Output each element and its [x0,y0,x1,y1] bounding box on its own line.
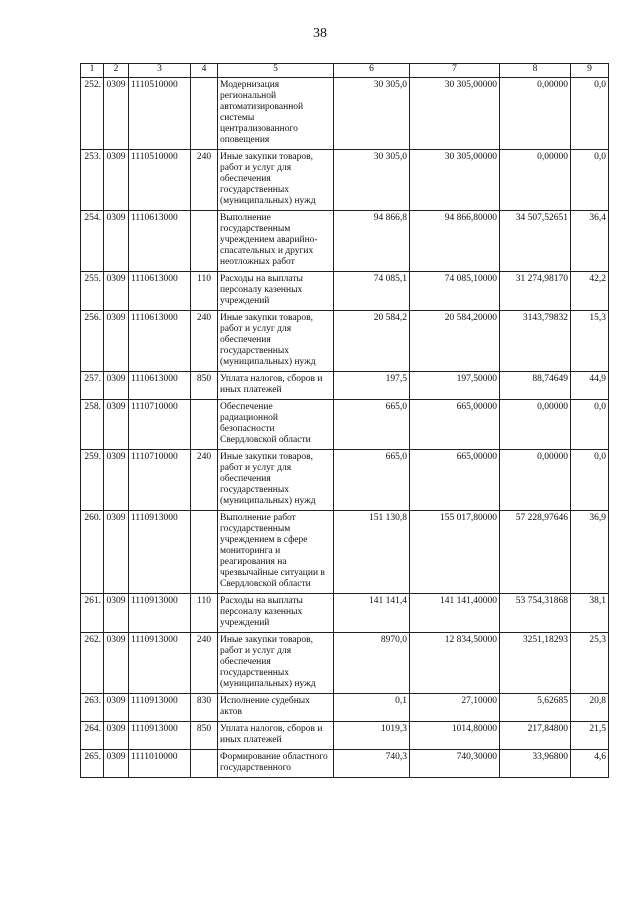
execution-percent: 15,3 [571,311,609,372]
expense-name: Формирование областного государственного [218,750,334,778]
row-number: 259. [81,450,104,511]
execution-percent: 0,0 [571,150,609,211]
header-col-1: 1 [81,64,104,78]
row-number: 254. [81,211,104,272]
execution-percent: 42,2 [571,272,609,311]
expense-type-code: 240 [191,450,218,511]
execution-percent: 20,8 [571,694,609,722]
expense-type-code [191,511,218,594]
expense-type-code [191,400,218,450]
executed-amount: 217,84800 [500,722,571,750]
section-code: 0309 [104,750,129,778]
target-article-code: 1110613000 [129,211,191,272]
header-col-5: 5 [218,64,334,78]
approved-amount: 8970,0 [334,633,410,694]
table-row [81,722,609,750]
table-body [81,78,609,778]
expense-name: Обеспечение радиационной безопасности Свердловской области [218,400,334,450]
target-article-code: 1110510000 [129,78,191,150]
budget-allocation: 155 017,80000 [410,511,500,594]
expense-name: Иные закупки товаров, работ и услуг для обеспечения государственных (муниципальных) нужд [218,450,334,511]
table-row [81,400,609,450]
budget-allocation: 20 584,20000 [410,311,500,372]
target-article-code: 1110913000 [129,633,191,694]
section-code: 0309 [104,511,129,594]
budget-allocation: 141 141,40000 [410,594,500,633]
budget-allocation: 27,10000 [410,694,500,722]
target-article-code: 1110613000 [129,372,191,400]
executed-amount: 53 754,31868 [500,594,571,633]
table-row [81,211,609,272]
expense-name: Выполнение государственным учреждением аварийно-спасательных и других неотложных работ [218,211,334,272]
expense-name: Иные закупки товаров, работ и услуг для обеспечения государственных (муниципальных) нужд [218,633,334,694]
expense-type-code: 240 [191,633,218,694]
section-code: 0309 [104,400,129,450]
target-article-code: 1110913000 [129,511,191,594]
table-row [81,694,609,722]
execution-percent: 21,5 [571,722,609,750]
execution-percent: 0,0 [571,450,609,511]
expense-name: Исполнение судебных актов [218,694,334,722]
budget-allocation: 94 866,80000 [410,211,500,272]
expense-type-code: 850 [191,372,218,400]
row-number: 261. [81,594,104,633]
expense-type-code [191,750,218,778]
section-code: 0309 [104,594,129,633]
table-row [81,311,609,372]
budget-allocation: 665,00000 [410,450,500,511]
expense-type-code: 240 [191,311,218,372]
expense-name: Модернизация региональной автоматизированной системы централизованного оповещения [218,78,334,150]
page-number: 38 [313,26,327,41]
expense-name: Иные закупки товаров, работ и услуг для обеспечения государственных (муниципальных) нужд [218,150,334,211]
header-col-2: 2 [104,64,129,78]
executed-amount: 0,00000 [500,400,571,450]
table-row [81,150,609,211]
execution-percent: 25,3 [571,633,609,694]
table-row [81,594,609,633]
table-row [81,78,609,150]
expense-type-code: 240 [191,150,218,211]
table-row [81,511,609,594]
budget-allocation: 74 085,10000 [410,272,500,311]
target-article-code: 1110913000 [129,594,191,633]
expense-type-code: 110 [191,272,218,311]
expense-type-code [191,211,218,272]
execution-percent: 44,9 [571,372,609,400]
expense-name: Уплата налогов, сборов и иных платежей [218,372,334,400]
row-number: 260. [81,511,104,594]
budget-allocation: 1014,80000 [410,722,500,750]
section-code: 0309 [104,311,129,372]
expense-name: Выполнение работ государственным учреждением в сфере мониторинга и реагирования на чрезвычайные ситуации в Свердловской области [218,511,334,594]
budget-table [80,63,609,778]
header-col-9: 9 [571,64,609,78]
expense-type-code: 110 [191,594,218,633]
execution-percent: 4,6 [571,750,609,778]
expense-type-code [191,78,218,150]
expense-type-code: 850 [191,722,218,750]
executed-amount: 3251,18293 [500,633,571,694]
approved-amount: 20 584,2 [334,311,410,372]
row-number: 255. [81,272,104,311]
expense-name: Иные закупки товаров, работ и услуг для обеспечения государственных (муниципальных) нужд [218,311,334,372]
executed-amount: 3143,79832 [500,311,571,372]
budget-allocation: 197,50000 [410,372,500,400]
approved-amount: 30 305,0 [334,150,410,211]
approved-amount: 665,0 [334,450,410,511]
row-number: 263. [81,694,104,722]
executed-amount: 0,00000 [500,450,571,511]
budget-allocation: 30 305,00000 [410,150,500,211]
target-article-code: 1110613000 [129,272,191,311]
section-code: 0309 [104,722,129,750]
target-article-code: 1110710000 [129,450,191,511]
budget-allocation: 665,00000 [410,400,500,450]
table-row [81,272,609,311]
header-col-8: 8 [500,64,571,78]
approved-amount: 0,1 [334,694,410,722]
section-code: 0309 [104,372,129,400]
header-col-7: 7 [410,64,500,78]
target-article-code: 1110913000 [129,722,191,750]
executed-amount: 0,00000 [500,78,571,150]
table-row [81,450,609,511]
header-col-4: 4 [191,64,218,78]
executed-amount: 33,96800 [500,750,571,778]
table-row [81,372,609,400]
row-number: 257. [81,372,104,400]
executed-amount: 88,74649 [500,372,571,400]
approved-amount: 740,3 [334,750,410,778]
table-header [81,64,609,78]
section-code: 0309 [104,694,129,722]
section-code: 0309 [104,450,129,511]
section-code: 0309 [104,633,129,694]
executed-amount: 57 228,97646 [500,511,571,594]
approved-amount: 30 305,0 [334,78,410,150]
executed-amount: 0,00000 [500,150,571,211]
target-article-code: 1111010000 [129,750,191,778]
header-row [81,64,609,78]
approved-amount: 1019,3 [334,722,410,750]
expense-name: Уплата налогов, сборов и иных платежей [218,722,334,750]
row-number: 262. [81,633,104,694]
approved-amount: 94 866,8 [334,211,410,272]
execution-percent: 0,0 [571,400,609,450]
section-code: 0309 [104,272,129,311]
budget-allocation: 740,30000 [410,750,500,778]
header-col-6: 6 [334,64,410,78]
header-col-3: 3 [129,64,191,78]
expense-name: Расходы на выплаты персоналу казенных учреждений [218,594,334,633]
approved-amount: 141 141,4 [334,594,410,633]
executed-amount: 5,62685 [500,694,571,722]
row-number: 253. [81,150,104,211]
row-number: 264. [81,722,104,750]
approved-amount: 151 130,8 [334,511,410,594]
row-number: 256. [81,311,104,372]
expense-type-code: 830 [191,694,218,722]
budget-allocation: 30 305,00000 [410,78,500,150]
approved-amount: 74 085,1 [334,272,410,311]
target-article-code: 1110510000 [129,150,191,211]
execution-percent: 36,9 [571,511,609,594]
executed-amount: 34 507,52651 [500,211,571,272]
target-article-code: 1110710000 [129,400,191,450]
target-article-code: 1110913000 [129,694,191,722]
section-code: 0309 [104,78,129,150]
row-number: 258. [81,400,104,450]
row-number: 252. [81,78,104,150]
row-number: 265. [81,750,104,778]
table-row [81,750,609,778]
section-code: 0309 [104,211,129,272]
execution-percent: 38,1 [571,594,609,633]
expense-name: Расходы на выплаты персоналу казенных учреждений [218,272,334,311]
budget-allocation: 12 834,50000 [410,633,500,694]
approved-amount: 197,5 [334,372,410,400]
executed-amount: 31 274,98170 [500,272,571,311]
execution-percent: 36,4 [571,211,609,272]
section-code: 0309 [104,150,129,211]
approved-amount: 665,0 [334,400,410,450]
target-article-code: 1110613000 [129,311,191,372]
table-row [81,633,609,694]
execution-percent: 0,0 [571,78,609,150]
